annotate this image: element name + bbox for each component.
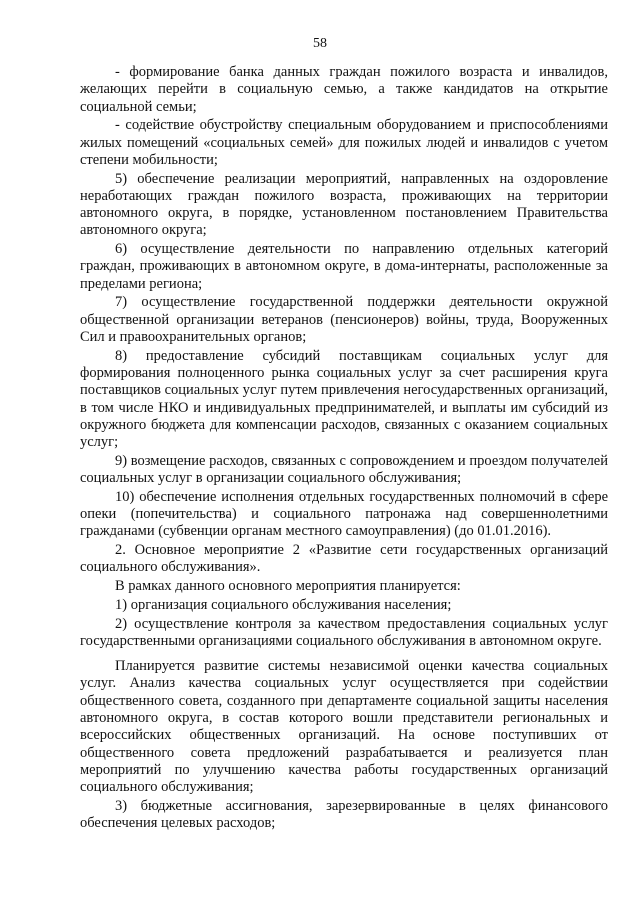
page-number: 58: [313, 36, 327, 51]
paragraph-quality-assessment: Планируется развитие системы независимой оценки качества социальных услуг. Анализ качества социальных услуг осуществляется при содействии общественного совета, созданного при департаменте социальной защиты населения автономного округа, в состав которого вошли представители региональных и всероссийских общественных организаций. На основе поступивших от общественного совета предложений разрабатывается и реализуется план мероприятий по улучшению качества работы государственных организаций социального обслуживания;: [80, 658, 608, 796]
paragraph-item-5: 5) обеспечение реализации мероприятий, направленных на оздоровление неработающих граждан пожилого возраста, проживающих на территории автономного округа, в порядке, установленном постановлением Правительства автономного округа;: [80, 170, 608, 239]
paragraph-plan-item-3: 3) бюджетные ассигнования, зарезервированные в целях финансового обеспечения целевых расходов;: [80, 797, 608, 832]
paragraph-planned-intro: В рамках данного основного мероприятия планируется:: [115, 578, 461, 595]
paragraph-item-10: 10) обеспечение исполнения отдельных государственных полномочий в сфере опеки (попечительства) и социального патронажа над совершеннолетними гражданами (субвенции органам местного самоуправления) (до 01.01.2016).: [80, 488, 608, 540]
paragraph-plan-item-1: 1) организация социального обслуживания населения;: [115, 596, 452, 613]
paragraph-item-9: 9) возмещение расходов, связанных с сопровождением и проездом получателей социальных услуг в организации социального обслуживания;: [80, 452, 608, 487]
paragraph-main-activity-2: 2. Основное мероприятие 2 «Развитие сети государственных организаций социального обслуживания».: [80, 542, 608, 576]
paragraph-item-8: 8) предоставление субсидий поставщикам социальных услуг для формирования полноценного рынка социальных услуг за счет расширения круга поставщиков социальных услуг путем привлечения негосударственных организаций, в том числе НКО и индивидуальных предпринимателей, и выплаты им субсидий из окружного бюджета для компенсации расходов, связанных с оказанием социальных услуг;: [80, 347, 608, 451]
paragraph-equipment-assistance: - содействие обустройству специальным оборудованием и приспособлениями жилых помещений «социальных семей» для пожилых людей и инвалидов с учетом степени мобильности;: [80, 117, 608, 168]
paragraph-item-7: 7) осуществление государственной поддержки деятельности окружной общественной организации ветеранов (пенсионеров) войны, труда, Вооруженных Сил и правоохранительных органов;: [80, 294, 608, 346]
paragraph-bank-data: - формирование банка данных граждан пожилого возраста и инвалидов, желающих перейти в социальную семью, а также кандидатов на открытие социальной семьи;: [80, 64, 608, 115]
paragraph-plan-item-2: 2) осуществление контроля за качеством предоставления социальных услуг государственными организациями социального обслуживания в автономном округе.: [80, 615, 608, 649]
document-body: [80, 64, 608, 834]
paragraph-item-6: 6) осуществление деятельности по направлению отдельных категорий граждан, проживающих в автономном округе, в дома-интернаты, расположенные за пределами региона;: [80, 241, 608, 292]
